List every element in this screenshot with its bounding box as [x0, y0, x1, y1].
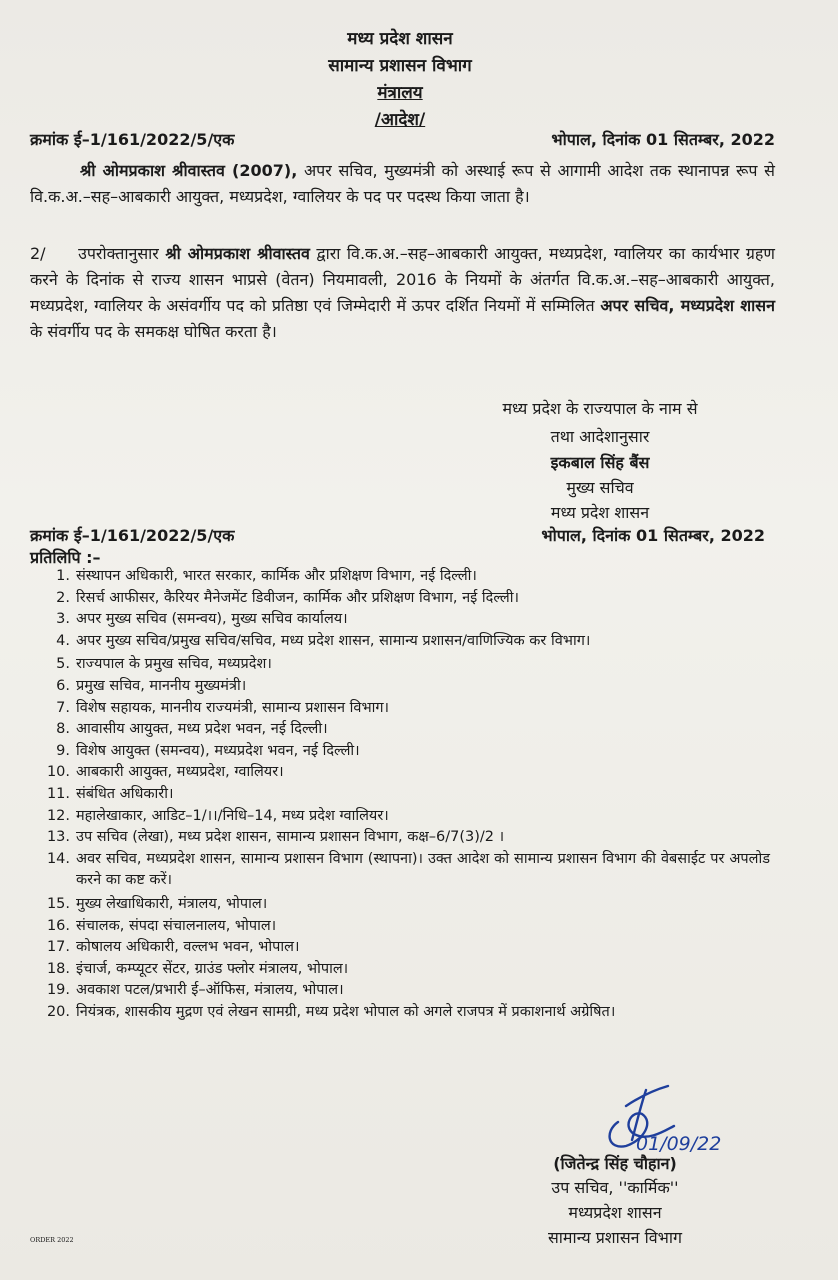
- document-type: /आदेश/: [374, 110, 426, 130]
- list-item-number: 15.: [46, 895, 70, 912]
- chief-secretary-office: मध्य प्रदेश शासन: [550, 503, 650, 522]
- list-item-number: 14.: [46, 850, 70, 867]
- para2-post-bold: अपर सचिव, मध्यप्रदेश शासन: [600, 296, 775, 315]
- order-place-date: भोपाल, दिनांक 01 सितम्बर, 2022: [551, 130, 775, 149]
- ministry-name: मंत्रालय: [377, 83, 423, 103]
- list-item-text: उप सचिव (लेखा), मध्य प्रदेश शासन, सामान्य प्रशासन विभाग, कक्ष–6/7(3)/2 ।: [76, 829, 505, 846]
- list-item-number: 20.: [46, 1003, 70, 1020]
- list-item-number: 9.: [56, 742, 70, 759]
- list-item-number: 1.: [56, 568, 70, 584]
- list-item-text: अवकाश पटल/प्रभारी ई–ऑफिस, मंत्रालय, भोपाल।: [76, 982, 344, 999]
- order-number: क्रमांक ई–1/161/2022/5/एक: [30, 130, 235, 149]
- list-item: [40, 741, 770, 763]
- authority-line-2: तथा आदेशानुसार: [550, 427, 650, 446]
- list-item: [40, 719, 770, 741]
- chief-secretary-name: इकबाल सिंह बैंस: [550, 453, 650, 472]
- list-item: [40, 588, 770, 610]
- chief-secretary-designation: मुख्य सचिव: [566, 478, 634, 497]
- copy-ref-line: [30, 524, 765, 546]
- signature-date-text: 01/09/22: [636, 1133, 722, 1155]
- govt-name: मध्य प्रदेश शासन: [347, 29, 453, 49]
- officer-name-bold: श्री ओमप्रकाश श्रीवास्तव (2007),: [80, 161, 298, 180]
- list-item-text: मुख्य लेखाधिकारी, मंत्रालय, भोपाल।: [76, 895, 268, 912]
- document-header: [0, 26, 800, 134]
- list-item: [40, 698, 770, 720]
- list-item-text: आबकारी आयुक्त, मध्यप्रदेश, ग्वालियर।: [76, 764, 284, 781]
- para2-number: 2/: [30, 244, 46, 263]
- order-paragraph-1: [30, 158, 775, 210]
- copy-recipient-list: [40, 566, 770, 1025]
- department-name: सामान्य प्रशासन विभाग: [328, 56, 472, 76]
- handwritten-signature-icon: [596, 1078, 766, 1158]
- list-item-number: 18.: [46, 960, 70, 977]
- list-item-text: इंचार्ज, कम्प्यूटर सेंटर, ग्राउंड फ्लोर मंत्रालय, भोपाल।: [76, 960, 349, 977]
- list-item: [40, 566, 770, 588]
- list-item: [40, 1002, 770, 1024]
- list-item: [40, 806, 770, 828]
- list-item-number: 16.: [46, 917, 70, 934]
- deputy-secretary-office2: सामान्य प्रशासन विभाग: [547, 1228, 683, 1247]
- list-item-text: विशेष सहायक, माननीय राज्यमंत्री, सामान्य प्रशासन विभाग।: [76, 699, 390, 716]
- list-item: [40, 827, 770, 849]
- list-item-number: 17.: [46, 939, 70, 956]
- order-ref-line: [30, 128, 775, 150]
- para2-officer-bold: श्री ओमप्रकाश श्रीवास्तव: [165, 244, 310, 263]
- order-paragraph-2: [30, 241, 775, 345]
- list-item-text: नियंत्रक, शासकीय मुद्रण एवं लेखन सामग्री, मध्य प्रदेश भोपाल को अगले राजपत्र में प्रकाशनार्थ अग्रेषित।: [76, 1003, 616, 1020]
- list-item-number: 6.: [56, 677, 70, 694]
- list-item-text: संस्थापन अधिकारी, भारत सरकार, कार्मिक और प्रशिक्षण विभाग, नई दिल्ली।: [76, 568, 477, 584]
- list-item-text: आवासीय आयुक्त, मध्य प्रदेश भवन, नई दिल्ली।: [76, 721, 328, 738]
- list-item-number: 8.: [56, 721, 70, 738]
- list-item-number: 4.: [56, 632, 70, 649]
- list-item-text: अपर मुख्य सचिव (समन्वय), मुख्य सचिव कार्यालय।: [76, 611, 348, 628]
- list-item: [40, 959, 770, 981]
- list-item-text: कोषालय अधिकारी, वल्लभ भवन, भोपाल।: [76, 939, 300, 956]
- list-item-text: अवर सचिव, मध्यप्रदेश शासन, सामान्य प्रशासन विभाग (स्थापना)। उक्त आदेश को सामान्य प्रशासन विभाग की वेबसाईट पर अपलोड करने का कष्ट करें।: [76, 850, 770, 889]
- list-item-text: संचालक, संपदा संचालनालय, भोपाल।: [76, 917, 277, 934]
- copy-place-date: भोपाल, दिनांक 01 सितम्बर, 2022: [541, 526, 765, 545]
- list-item-number: 10.: [46, 764, 70, 781]
- list-item-number: 3.: [56, 611, 70, 628]
- deputy-secretary-name: (जितेन्द्र सिंह चौहान): [553, 1154, 677, 1173]
- copy-heading: प्रतिलिपि :–: [30, 548, 101, 567]
- list-item-number: 19.: [46, 982, 70, 999]
- list-item: [40, 676, 770, 698]
- copy-order-number: क्रमांक ई–1/161/2022/5/एक: [30, 526, 235, 545]
- para2-text-c: के संवर्गीय पद के समकक्ष घोषित करता है।: [30, 322, 277, 341]
- list-item-number: 11.: [46, 785, 70, 802]
- authority-line-1: मध्य प्रदेश के राज्यपाल के नाम से: [502, 399, 698, 418]
- list-item: [40, 916, 770, 938]
- deputy-secretary-designation: उप सचिव, ''कार्मिक'': [551, 1178, 679, 1197]
- list-item: [40, 894, 770, 916]
- list-item-text: प्रमुख सचिव, माननीय मुख्यमंत्री।: [76, 677, 247, 694]
- list-item-number: 2.: [56, 589, 70, 606]
- list-item-number: 7.: [56, 699, 70, 716]
- list-item-number: 5.: [56, 656, 70, 673]
- list-item-text: संबंधित अधिकारी।: [76, 785, 174, 802]
- list-item: [40, 937, 770, 959]
- list-item: [40, 609, 770, 631]
- list-item: [40, 631, 770, 653]
- list-item-text: विशेष आयुक्त (समन्वय), मध्यप्रदेश भवन, नई दिल्ली।: [76, 742, 360, 759]
- list-item: [40, 980, 770, 1002]
- list-item: [40, 784, 770, 806]
- deputy-secretary-office1: मध्यप्रदेश शासन: [568, 1203, 662, 1222]
- list-item-text: महालेखाकार, आडिट–1/।।/निधि–14, मध्य प्रदेश ग्वालियर।: [76, 807, 389, 824]
- list-item-number: 12.: [46, 807, 70, 824]
- list-item-text: राज्यपाल के प्रमुख सचिव, मध्यप्रदेश।: [76, 656, 272, 673]
- list-item: [40, 762, 770, 784]
- para2-text-a: उपरोक्तानुसार: [78, 244, 166, 263]
- list-item-text: रिसर्च आफीसर, कैरियर मैनेजमेंट डिवीजन, कार्मिक और प्रशिक्षण विभाग, नई दिल्ली।: [76, 589, 519, 606]
- list-item: [40, 849, 770, 892]
- para1-text: अपर सचिव, मुख्यमंत्री को अस्थाई रूप से आगामी आदेश तक स्थानापन्न रूप से वि.क.अ.–सह–आबकारी आयुक्त, मध्यप्रदेश, ग्वालियर के पद पर पदस्थ किया जाता है।: [30, 161, 776, 206]
- list-item-number: 13.: [46, 829, 70, 846]
- footer-code: ORDER 2022: [30, 1236, 74, 1244]
- para2-text-b: द्वारा वि.क.अ.–सह–आबकारी आयुक्त, मध्यप्रदेश, ग्वालियर का कार्यभार ग्रहण करने के दिनांक से राज्य शासन भाप्रसे (वेतन) नियमावली, 2016 के नियमों के अंतर्गत वि.क.अ.–सह–आबकारी आयुक्त, मध्यप्रदेश, ग्वालियर के असंवर्गीय पद को प्रतिष्ठा एवं जिम्मेदारी में ऊपर दर्शित नियमों में सम्मिलित: [30, 244, 775, 315]
- list-item: [40, 654, 770, 676]
- list-item-text: अपर मुख्य सचिव/प्रमुख सचिव/सचिव, मध्य प्रदेश शासन, सामान्य प्रशासन/वाणिज्यिक कर विभाग।: [76, 632, 591, 649]
